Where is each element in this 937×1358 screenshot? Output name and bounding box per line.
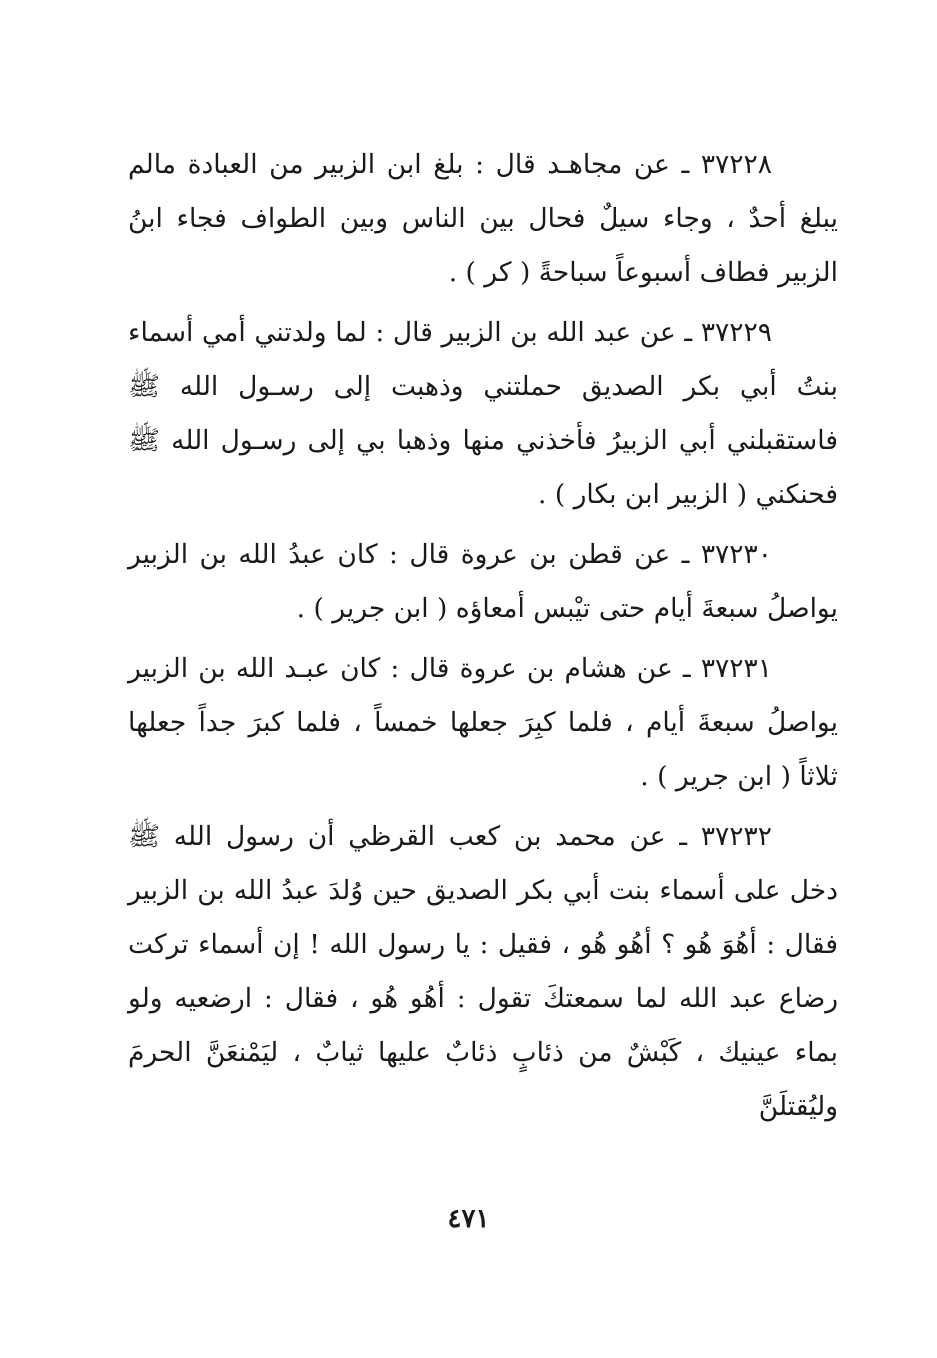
hadith-entry xyxy=(128,642,838,804)
hadith-entry xyxy=(128,306,838,522)
hadith-number: ٣٧٢٢٩ xyxy=(700,317,772,348)
hadith-number: ٣٧٢٢٨ xyxy=(700,149,772,180)
page-number: ٤٧١ xyxy=(447,1204,490,1234)
hadith-text: ـ عن مجاهـد قال : بلغ ابن الزبير من العبادة مالم يبلغ أحدٌ ، وجاء سيلٌ فحال بين الناس وبين الطواف فجاء ابنُ الزبير فطاف أسبوعاً سباحةً ( كر ) . xyxy=(128,149,838,288)
hadith-text-block xyxy=(128,138,838,1134)
hadith-text: ـ عن قطن بن عروة قال : كان عبدُ الله بن الزبير يواصلُ سبعةَ أيام حتى تيْبس أمعاؤه ( ابن جرير ) . xyxy=(128,539,838,624)
hadith-number: ٣٧٢٣٠ xyxy=(700,539,772,570)
hadith-entry xyxy=(128,528,838,636)
hadith-text: ـ عن هشام بن عروة قال : كان عبـد الله بن الزبير يواصلُ سبعةَ أيام ، فلما كبِرَ جعلها خمساً ، فلما كبرَ جداً جعلها ثلاثاً ( ابن جرير ) . xyxy=(128,653,838,792)
hadith-number: ٣٧٢٣١ xyxy=(700,653,772,684)
hadith-entry xyxy=(128,810,838,1134)
hadith-text: ـ عن محمد بن كعب القرظي أن رسول الله ﷺ دخل على أسماء بنت أبي بكر الصديق حين وُلدَ عبدُ الله بن الزبير فقال : أهُوَ هُو ؟ أهُو هُو ، فقيل : يا رسول الله ! إن أسماء تركت رضاع عبد الله لما سمعتكَ تقول : أهُو هُو ، فقال : ارضعيه ولو بماء عينيك ، كَبْشٌ من ذئابٍ ذئابٌ عليها ثيابٌ ، ليَمْنعَنَّ الحرمَ وليُقتلَنَّ xyxy=(128,821,838,1122)
hadith-entry xyxy=(128,138,838,300)
hadith-number: ٣٧٢٣٢ xyxy=(700,821,772,852)
hadith-text: ـ عن عبد الله بن الزبير قال : لما ولدتني أمي أسماء بنتُ أبي بكر الصديق حملتني وذهبت إلى رسـول الله ﷺ فاستقبلني أبي الزبيرُ فأخذني منها وذهبا بي إلى رسـول الله ﷺ فحنكني ( الزبير ابن بكار ) . xyxy=(128,317,838,510)
